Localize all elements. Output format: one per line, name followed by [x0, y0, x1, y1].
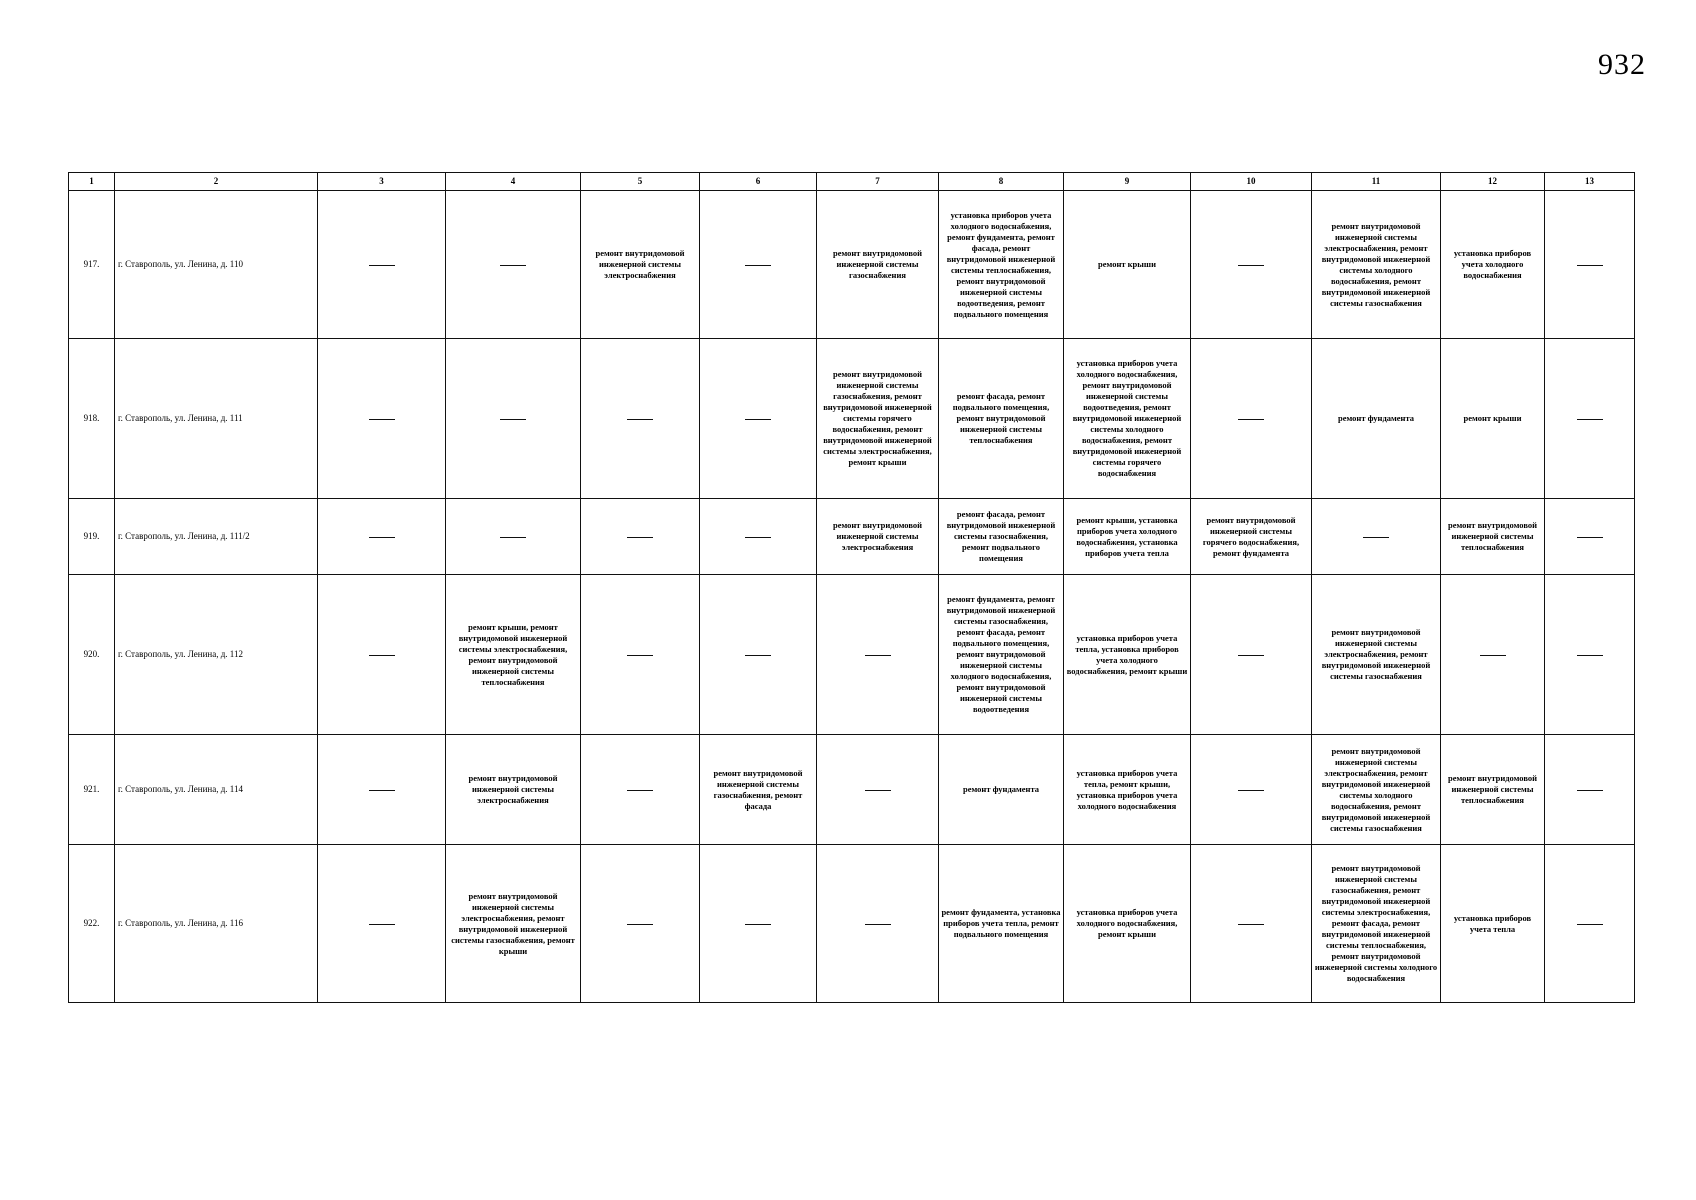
work-text: ремонт внутридомовой инженерной системы электроснабжения	[595, 248, 685, 280]
empty-dash	[627, 419, 653, 420]
work-text: ремонт внутридомовой инженерной системы теплоснабжения	[1447, 520, 1538, 552]
work-cell-13	[1545, 499, 1635, 575]
address-cell	[115, 191, 318, 339]
work-cell-8	[939, 845, 1064, 1003]
empty-dash	[1577, 537, 1603, 538]
row-number: 922.	[83, 918, 100, 928]
row-number-cell	[69, 735, 115, 845]
empty-dash	[500, 419, 526, 420]
work-text: установка приборов учета холодного водоснабжения, ремонт фундамента, ремонт фасада, ремонт внутридомовой инженерной системы теплоснабжения, ремонт внутридомовой инженерной системы водоотведения, ремонт подвального помещения	[946, 209, 1056, 319]
work-cell-13	[1545, 339, 1635, 499]
work-cell-3	[318, 575, 446, 735]
address-text: г. Ставрополь, ул. Ленина, д. 111	[118, 413, 243, 423]
page-number: 932	[1598, 48, 1646, 81]
row-number-cell	[69, 575, 115, 735]
work-text: ремонт внутридомовой инженерной системы электроснабжения, ремонт внутридомовой инженерной системы холодного водоснабжения, ремонт внутридомовой инженерной системы газоснабжения	[1321, 745, 1431, 833]
work-cell-7	[817, 339, 939, 499]
table-row	[69, 191, 1635, 339]
empty-dash	[369, 419, 395, 420]
work-text: ремонт крыши, ремонт внутридомовой инженерной системы электроснабжения, ремонт внутридомовой инженерной системы теплоснабжения	[458, 621, 568, 687]
work-cell-3	[318, 845, 446, 1003]
empty-dash	[369, 790, 395, 791]
empty-dash	[627, 655, 653, 656]
work-cell-3	[318, 339, 446, 499]
column-header: 10	[1191, 173, 1312, 191]
empty-dash	[627, 537, 653, 538]
empty-dash	[1577, 790, 1603, 791]
work-text: ремонт внутридомовой инженерной системы газоснабжения	[832, 248, 923, 280]
work-cell-10	[1191, 735, 1312, 845]
work-text: ремонт фасада, ремонт подвального помещения, ремонт внутридомовой инженерной системы теплоснабжения	[952, 391, 1050, 445]
work-cell-11	[1312, 845, 1441, 1003]
column-header: 5	[581, 173, 700, 191]
table-row	[69, 499, 1635, 575]
empty-dash	[1480, 655, 1506, 656]
work-cell-6	[700, 735, 817, 845]
work-cell-5	[581, 499, 700, 575]
work-cell-13	[1545, 845, 1635, 1003]
row-number-cell	[69, 499, 115, 575]
empty-dash	[369, 655, 395, 656]
work-cell-9	[1064, 339, 1191, 499]
address-cell	[115, 575, 318, 735]
work-text: ремонт внутридомовой инженерной системы электроснабжения	[468, 773, 558, 805]
work-text: ремонт внутридомовой инженерной системы газоснабжения, ремонт фасада	[713, 767, 803, 811]
work-cell-9	[1064, 575, 1191, 735]
column-header: 3	[318, 173, 446, 191]
row-number-cell	[69, 339, 115, 499]
table-row	[69, 845, 1635, 1003]
row-number: 921.	[83, 784, 100, 794]
empty-dash	[1238, 790, 1264, 791]
work-cell-9	[1064, 735, 1191, 845]
empty-dash	[745, 924, 771, 925]
address-cell	[115, 735, 318, 845]
work-cell-12	[1441, 575, 1545, 735]
work-cell-5	[581, 191, 700, 339]
work-text: ремонт крыши, установка приборов учета холодного водоснабжения, установка приборов учета тепла	[1076, 514, 1178, 558]
work-cell-10	[1191, 499, 1312, 575]
empty-dash	[1238, 655, 1264, 656]
empty-dash	[745, 265, 771, 266]
work-cell-13	[1545, 191, 1635, 339]
work-text: ремонт крыши	[1098, 259, 1156, 269]
work-cell-13	[1545, 735, 1635, 845]
work-text: ремонт внутридомовой инженерной системы газоснабжения, ремонт внутридомовой инженерной системы горячего водоснабжения, ремонт внутридомовой инженерной системы электроснабжения, ремонт крыши	[823, 369, 932, 467]
row-number: 917.	[83, 259, 100, 269]
column-header: 6	[700, 173, 817, 191]
table-row	[69, 735, 1635, 845]
column-header: 8	[939, 173, 1064, 191]
work-cell-9	[1064, 499, 1191, 575]
empty-dash	[1238, 265, 1264, 266]
work-cell-8	[939, 191, 1064, 339]
work-text: ремонт внутридомовой инженерной системы электроснабжения, ремонт внутридомовой инженерной системы газоснабжения	[1321, 627, 1431, 681]
work-text: установка приборов учета холодного водоснабжения, ремонт внутридомовой инженерной системы водоотведения, ремонт внутридомовой инженерной системы холодного водоснабжения, ремонт внутридомовой инженерной системы горячего водоснабжения	[1072, 358, 1182, 478]
work-cell-11	[1312, 499, 1441, 575]
column-header: 9	[1064, 173, 1191, 191]
address-text: г. Ставрополь, ул. Ленина, д. 114	[118, 784, 243, 794]
work-cell-3	[318, 191, 446, 339]
empty-dash	[1577, 655, 1603, 656]
work-text: ремонт внутридомовой инженерной системы горячего водоснабжения, ремонт фундамента	[1202, 514, 1300, 558]
work-text: установка приборов учета холодного водоснабжения, ремонт крыши	[1076, 907, 1178, 939]
column-header: 12	[1441, 173, 1545, 191]
empty-dash	[1238, 419, 1264, 420]
work-text: ремонт внутридомовой инженерной системы электроснабжения, ремонт внутридомовой инженерной системы холодного водоснабжения, ремонт внутридомовой инженерной системы газоснабжения	[1321, 220, 1431, 308]
work-text: ремонт фасада, ремонт внутридомовой инженерной системы газоснабжения, ремонт подвального помещения	[946, 509, 1056, 563]
work-text: установка приборов учета тепла, установка приборов учета холодного водоснабжения, ремонт крыши	[1066, 632, 1188, 676]
work-cell-10	[1191, 191, 1312, 339]
work-text: ремонт фундамента, ремонт внутридомовой инженерной системы газоснабжения, ремонт фасада, ремонт подвального помещения, ремонт внутридомовой инженерной системы холодного водоснабжения, ремонт внутридомовой инженерной системы водоотведения	[946, 594, 1056, 714]
empty-dash	[865, 790, 891, 791]
work-cell-5	[581, 735, 700, 845]
repair-schedule-table	[68, 172, 1635, 1003]
work-cell-4	[446, 735, 581, 845]
column-header: 13	[1545, 173, 1635, 191]
work-text: ремонт фундамента, установка приборов учета тепла, ремонт подвального помещения	[941, 907, 1061, 939]
work-cell-4	[446, 191, 581, 339]
work-cell-12	[1441, 735, 1545, 845]
empty-dash	[745, 655, 771, 656]
empty-dash	[745, 419, 771, 420]
column-header: 4	[446, 173, 581, 191]
row-number: 918.	[83, 413, 100, 423]
empty-dash	[627, 790, 653, 791]
work-cell-12	[1441, 845, 1545, 1003]
empty-dash	[1577, 265, 1603, 266]
work-cell-4	[446, 845, 581, 1003]
table-row	[69, 339, 1635, 499]
work-cell-9	[1064, 845, 1191, 1003]
work-cell-10	[1191, 575, 1312, 735]
empty-dash	[369, 265, 395, 266]
work-cell-4	[446, 575, 581, 735]
work-cell-4	[446, 339, 581, 499]
address-text: г. Ставрополь, ул. Ленина, д. 112	[118, 649, 243, 659]
address-text: г. Ставрополь, ул. Ленина, д. 110	[118, 259, 243, 269]
address-cell	[115, 845, 318, 1003]
empty-dash	[745, 537, 771, 538]
column-header: 11	[1312, 173, 1441, 191]
empty-dash	[627, 924, 653, 925]
address-text: г. Ставрополь, ул. Ленина, д. 111/2	[118, 531, 250, 541]
work-cell-5	[581, 339, 700, 499]
row-number-cell	[69, 191, 115, 339]
address-cell	[115, 499, 318, 575]
work-cell-10	[1191, 845, 1312, 1003]
work-text: ремонт крыши	[1463, 413, 1522, 423]
empty-dash	[369, 537, 395, 538]
column-header: 7	[817, 173, 939, 191]
work-text: установка приборов учета тепла, ремонт крыши, установка приборов учета холодного водоснабжения	[1076, 767, 1178, 811]
work-cell-3	[318, 735, 446, 845]
table-row	[69, 575, 1635, 735]
empty-dash	[500, 265, 526, 266]
work-cell-12	[1441, 191, 1545, 339]
work-cell-8	[939, 339, 1064, 499]
work-cell-7	[817, 735, 939, 845]
work-cell-6	[700, 191, 817, 339]
work-text: ремонт внутридомовой инженерной системы электроснабжения	[832, 520, 923, 552]
work-text: ремонт внутридомовой инженерной системы теплоснабжения	[1447, 773, 1538, 805]
work-cell-8	[939, 499, 1064, 575]
work-cell-10	[1191, 339, 1312, 499]
work-text: установка приборов учета холодного водоснабжения	[1453, 248, 1532, 280]
work-cell-3	[318, 499, 446, 575]
work-cell-12	[1441, 339, 1545, 499]
work-text: ремонт фундамента	[1338, 413, 1414, 423]
work-cell-5	[581, 575, 700, 735]
empty-dash	[369, 924, 395, 925]
empty-dash	[1363, 537, 1389, 538]
header-row	[69, 173, 1635, 191]
work-text: ремонт внутридомовой инженерной системы газоснабжения, ремонт внутридомовой инженерной системы электроснабжения, ремонт фасада, ремонт внутридомовой инженерной системы теплоснабжения, ремонт внутридомовой инженерной системы холодного водоснабжения	[1314, 863, 1438, 983]
empty-dash	[1238, 924, 1264, 925]
column-header: 2	[115, 173, 318, 191]
work-cell-11	[1312, 575, 1441, 735]
work-cell-6	[700, 499, 817, 575]
row-number: 919.	[83, 531, 100, 541]
work-text: ремонт фундамента	[963, 784, 1039, 794]
work-cell-7	[817, 499, 939, 575]
work-cell-8	[939, 735, 1064, 845]
table-body	[69, 191, 1635, 1003]
work-text: ремонт внутридомовой инженерной системы электроснабжения, ремонт внутридомовой инженерной системы газоснабжения, ремонт крыши	[451, 890, 575, 956]
empty-dash	[500, 537, 526, 538]
work-cell-7	[817, 575, 939, 735]
row-number: 920.	[83, 649, 100, 659]
work-cell-7	[817, 191, 939, 339]
work-cell-9	[1064, 191, 1191, 339]
work-cell-6	[700, 845, 817, 1003]
row-number-cell	[69, 845, 115, 1003]
empty-dash	[1577, 924, 1603, 925]
work-cell-6	[700, 575, 817, 735]
work-cell-11	[1312, 339, 1441, 499]
work-cell-7	[817, 845, 939, 1003]
work-cell-6	[700, 339, 817, 499]
work-cell-4	[446, 499, 581, 575]
empty-dash	[865, 924, 891, 925]
empty-dash	[1577, 419, 1603, 420]
work-cell-11	[1312, 735, 1441, 845]
work-cell-8	[939, 575, 1064, 735]
work-cell-12	[1441, 499, 1545, 575]
work-cell-11	[1312, 191, 1441, 339]
address-text: г. Ставрополь, ул. Ленина, д. 116	[118, 918, 243, 928]
work-cell-5	[581, 845, 700, 1003]
work-cell-13	[1545, 575, 1635, 735]
work-text: установка приборов учета тепла	[1453, 912, 1532, 934]
empty-dash	[865, 655, 891, 656]
address-cell	[115, 339, 318, 499]
column-header: 1	[69, 173, 115, 191]
